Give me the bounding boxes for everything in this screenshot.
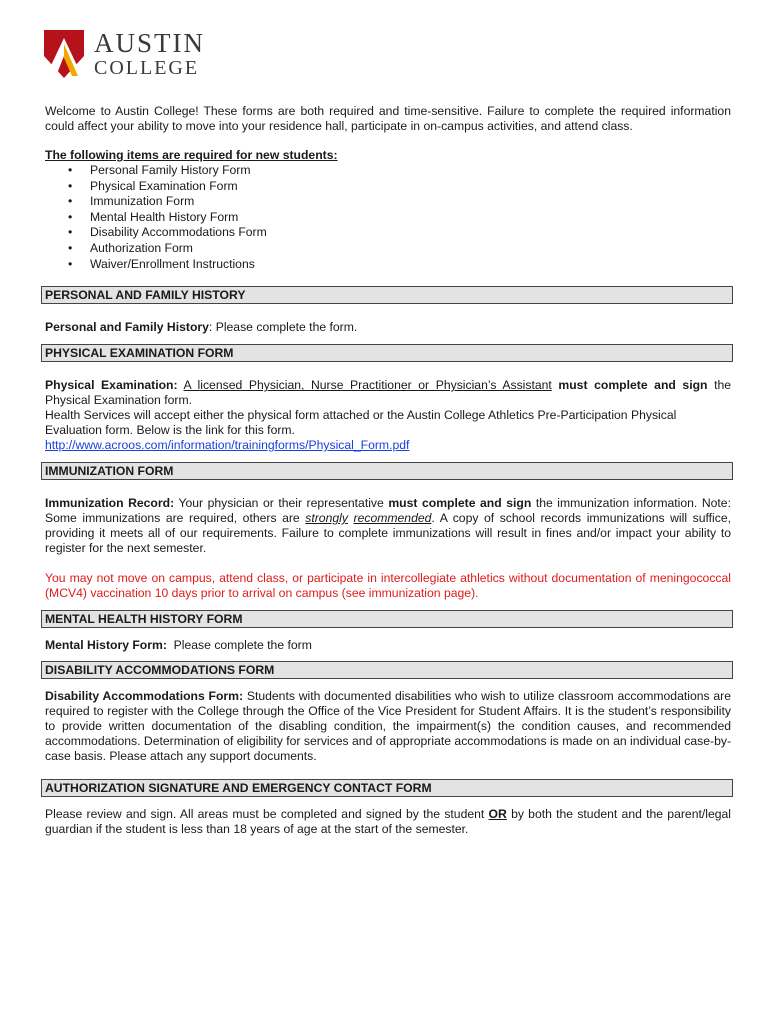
immunization-warning: You may not move on campus, attend class, or participate in intercollegiate athletics without documentation of meningococcal (MCV4) vaccination 10 days prior to arrival on campus (see immunization page). — [45, 571, 731, 601]
physical-paragraph — [45, 378, 731, 408]
immunization-paragraph — [45, 496, 731, 556]
disability-text: Students with documented disabilities who wish to utilize classroom accommodations are required to register with the College through the Office of the Vice President for Student Affairs. It is the student’s responsibility to provide written documentation of the disabling condition, the impairment(s) the condition causes, and recommended accommodations. Determination of eligibility for services and of appropriate accommodations is made on an individual case-by-case basis. Please attach any support documents. — [45, 689, 731, 764]
section-header-disability: DISABILITY ACCOMMODATIONS FORM — [41, 661, 733, 679]
immunization-label: Immunization Record: — [45, 496, 175, 511]
disability-label: Disability Accommodations Form: — [45, 689, 244, 704]
immunization-recommended: recommended — [353, 511, 432, 526]
college-shield-icon — [42, 28, 86, 80]
section-header-authorization: AUTHORIZATION SIGNATURE AND EMERGENCY CONTACT FORM — [41, 779, 733, 797]
mental-text: Please complete the form — [166, 638, 312, 653]
authorization-text-2: by both the student and the parent/legal guardian if the student is less than 18 years of age at the start of the semester. — [45, 807, 732, 837]
physical-label: Physical Examination: — [45, 378, 178, 393]
immunization-text-2: the immunization information. Note: Some immunizations are required, others are — [45, 496, 731, 526]
logo-text-austin: AUSTIN — [94, 28, 205, 58]
list-item: • Waiver/Enrollment Instructions — [68, 257, 731, 273]
list-item: • Disability Accommodations Form — [68, 225, 731, 241]
required-items-list — [45, 163, 731, 272]
immunization-text-1: Your physician or their representative — [174, 496, 389, 511]
personal-paragraph — [45, 320, 731, 335]
list-item: • Mental Health History Form — [68, 210, 731, 226]
immunization-text-3: . A copy of school records immunizations will suffice, providing it meets all of our requirements. Failure to complete immunizations will result in fines and/or impact your ability to register for the next semester. — [45, 511, 732, 556]
section-header-physical: PHYSICAL EXAMINATION FORM — [41, 344, 733, 362]
logo-text-college: COLLEGE — [94, 57, 200, 79]
document-body — [45, 104, 731, 837]
authorization-paragraph — [45, 807, 731, 837]
section-header-personal: PERSONAL AND FAMILY HISTORY — [41, 286, 733, 304]
physical-form-link[interactable]: http://www.acroos.com/information/trainingforms/Physical_Form.pdf — [45, 438, 410, 453]
intro-paragraph: Welcome to Austin College! These forms are both required and time-sensitive. Failure to complete the required information could affect your ability to move into your residence hall, participate in on-campus activities, and attend class. — [45, 104, 731, 133]
disability-paragraph — [45, 689, 731, 764]
list-item: • Immunization Form — [68, 194, 731, 210]
authorization-text-1: Please review and sign. All areas must be completed and signed by the student — [45, 807, 489, 822]
personal-text: : Please complete the form. — [208, 320, 358, 335]
physical-who: A licensed Physician, Nurse Practitioner or Physician’s Assistant — [183, 378, 552, 393]
physical-paragraph-2: Health Services will accept either the physical form attached or the Austin College Athletics Pre-Participation Physical Evaluation form. Below is the link for this form. — [45, 408, 677, 438]
austin-college-logo — [42, 28, 212, 82]
list-item: • Personal Family History Form — [68, 163, 731, 179]
section-header-mental: MENTAL HEALTH HISTORY FORM — [41, 610, 733, 628]
immunization-must: must complete and sign — [388, 496, 532, 511]
immunization-strongly: strongly — [305, 511, 348, 526]
physical-must: must complete and sign — [558, 378, 708, 393]
physical-rest1: the Physical Examination form. — [45, 378, 732, 408]
mental-label: Mental History Form: — [45, 638, 167, 653]
required-heading: The following items are required for new students: — [45, 148, 338, 162]
mental-paragraph — [45, 638, 731, 653]
authorization-or: OR — [488, 807, 507, 822]
list-item: • Physical Examination Form — [68, 179, 731, 195]
list-item: • Authorization Form — [68, 241, 731, 257]
personal-label: Personal and Family History — [45, 320, 209, 335]
section-header-immunization: IMMUNIZATION FORM — [41, 462, 733, 480]
